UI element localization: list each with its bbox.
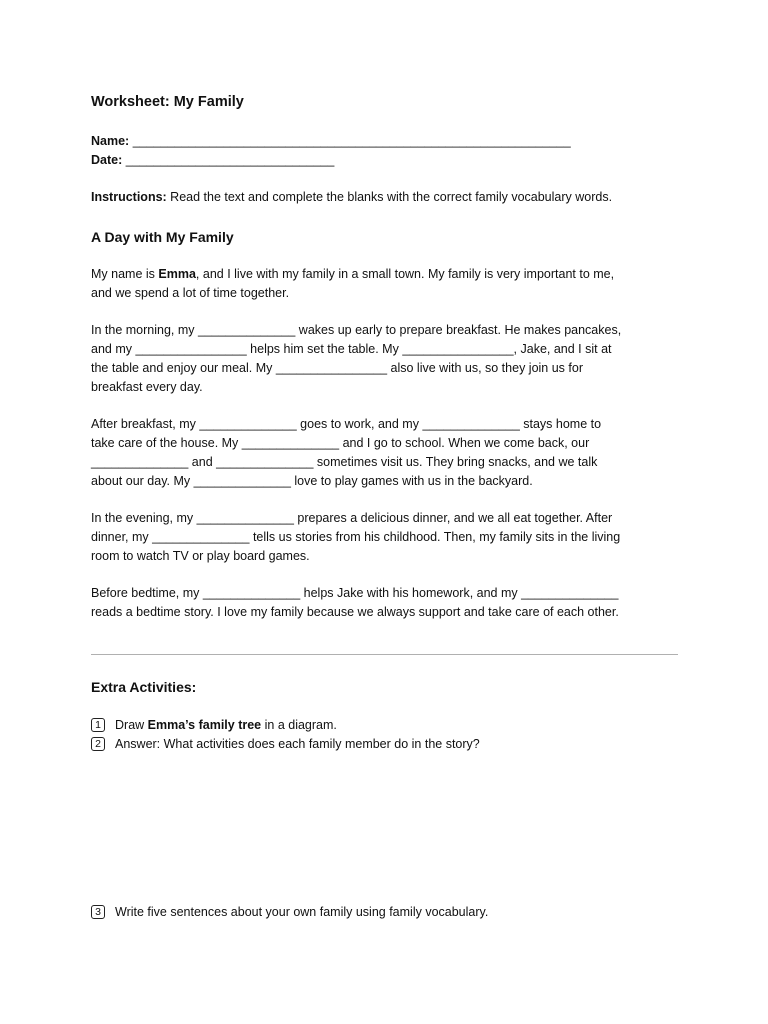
- name-emma: Emma: [158, 267, 196, 281]
- date-field: [91, 153, 334, 167]
- story-title: A Day with My Family: [91, 229, 234, 245]
- date-label: Date:: [91, 153, 123, 167]
- activity-item-1: [91, 718, 337, 732]
- story-line: the table and enjoy our meal. My ________________ also live with us, so they join us for: [91, 361, 583, 375]
- story-line: ______________ and ______________ sometimes visit us. They bring snacks, and we talk: [91, 455, 598, 469]
- story-line: In the evening, my ______________ prepares a delicious dinner, and we all eat together. After: [91, 511, 613, 525]
- story-line: room to watch TV or play board games.: [91, 549, 310, 563]
- activity-text: Draw: [115, 718, 148, 732]
- story-paragraph-4: [91, 509, 691, 566]
- story-line: take care of the house. My ______________ and I go to school. When we come back, our: [91, 436, 590, 450]
- extra-activities-title: Extra Activities:: [91, 679, 197, 695]
- story-line: [91, 265, 691, 284]
- story-paragraph-3: [91, 415, 691, 491]
- activity-bold: Emma’s family tree: [147, 718, 262, 732]
- name-label: Name:: [91, 134, 130, 148]
- story-paragraph-2: [91, 321, 691, 397]
- instructions-text: Read the text and complete the blanks with the correct family vocabulary words.: [166, 190, 613, 204]
- story-line: breakfast every day.: [91, 380, 203, 394]
- activity-item-2: [91, 737, 480, 751]
- line-text: My name is: [91, 267, 159, 281]
- story-line: and my ________________ helps him set the table. My ________________, Jake, and I sit at: [91, 342, 612, 356]
- story-line: reads a bedtime story. I love my family because we always support and take care of each other.: [91, 605, 619, 619]
- story-line: about our day. My ______________ love to play games with us in the backyard.: [91, 474, 533, 488]
- story-line: dinner, my ______________ tells us stories from his childhood. Then, my family sits in the living: [91, 530, 621, 544]
- number-badge: 1: [91, 718, 105, 732]
- story-line: and we spend a lot of time together.: [91, 286, 290, 300]
- line-text: , and I live with my family in a small town. My family is very important to me,: [195, 267, 615, 281]
- activity-text: Write five sentences about your own family using family vocabulary.: [115, 905, 489, 919]
- instructions: [91, 190, 612, 204]
- date-blank: ______________________________: [125, 153, 335, 167]
- story-paragraph-1: [91, 265, 691, 303]
- story-line: After breakfast, my ______________ goes to work, and my ______________ stays home to: [91, 417, 602, 431]
- number-badge: 3: [91, 905, 105, 919]
- name-blank: _______________________________________________________________: [132, 134, 571, 148]
- section-divider: [91, 654, 678, 655]
- activity-item-3: [91, 905, 488, 919]
- story-line: Before bedtime, my ______________ helps Jake with his homework, and my ______________: [91, 586, 619, 600]
- story-line: In the morning, my ______________ wakes up early to prepare breakfast. He makes pancakes,: [91, 323, 622, 337]
- worksheet-title: Worksheet: My Family: [91, 94, 244, 110]
- story-paragraph-5: [91, 584, 691, 622]
- instructions-label: Instructions:: [91, 190, 167, 204]
- number-badge: 2: [91, 737, 105, 751]
- activity-text: Answer: What activities does each family member do in the story?: [115, 737, 480, 751]
- activity-text-end: in a diagram.: [261, 718, 337, 732]
- name-field: [91, 134, 571, 148]
